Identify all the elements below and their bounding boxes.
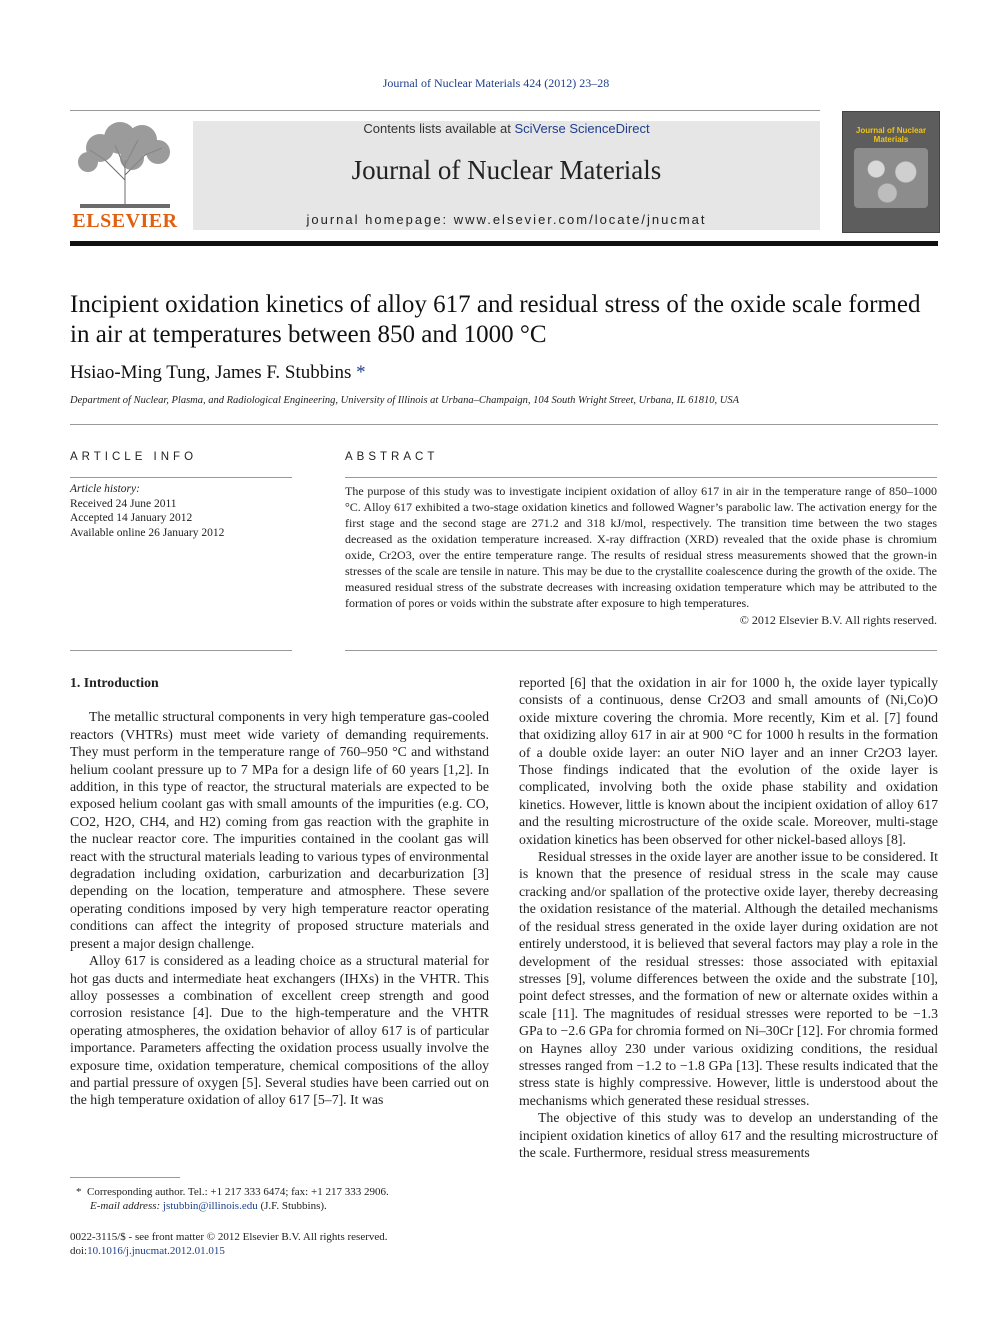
article-info-bottom-divider bbox=[70, 650, 292, 651]
top-divider bbox=[70, 110, 820, 111]
cover-title: Journal of Nuclear Materials bbox=[855, 126, 927, 144]
footnote-divider bbox=[70, 1177, 180, 1178]
email-link[interactable]: jstubbin@illinois.edu bbox=[162, 1200, 258, 1212]
doi-link[interactable]: 10.1016/j.jnucmat.2012.01.015 bbox=[87, 1245, 225, 1257]
elsevier-wordmark: ELSEVIER bbox=[72, 210, 178, 232]
abstract-text: The purpose of this study was to investigate incipient oxidation of alloy 617 in air in the temperature range of 850–1000 °C. Alloy 617 exhibited a two-stage oxidation kinetics and followed Wagner’s parabolic law. The activation energy for the first stage and the second stage are 271.2 and 318 kJ/mol, respectively. The transition time between the two stages decreased as the oxidation temperature increased. X-ray diffraction (XRD) revealed that the oxide phase is chromium oxide, Cr2O3, over the entire temperature range. The results of residual stress measurements showed that the grown-in stresses of the scale are tensile in nature. This may be due to the crystallite coalescence during the growth of the oxide. The measured residual stress of the substrate decreases with increasing oxidation temperature which may be attributed to the formation of pores or voids within the substrate after exposure to high temperatures. bbox=[345, 484, 937, 610]
issn-block bbox=[70, 1230, 520, 1258]
abstract-divider bbox=[345, 477, 937, 478]
body-paragraph: reported [6] that the oxidation in air for 1000 h, the oxide layer typically consists of a continuous, dense Cr2O3 and small amounts of (Ni,Co)O oxide mixture covering the chromia. More recently, Kim et al. [7] found that oxidizing alloy 617 in air at 900 °C for 1000 h results in the formation of a double oxide layer: an outer NiO layer and an inner Cr2O3 layer. Those findings indicated that the evolution of the oxide layer is complicated, involving both the oxide phase stability and oxidation kinetics. However, little is known about the incipient oxidation of alloy 617 and the resulting microstructure of the oxide scale. Moreover, multi-stage oxidation kinetics has been observed for other nickel-based alloys [8]. bbox=[519, 675, 938, 847]
header-thick-divider bbox=[70, 241, 938, 246]
abstract-heading: ABSTRACT bbox=[345, 451, 439, 463]
abstract-body bbox=[345, 483, 937, 628]
online-date: Available online 26 January 2012 bbox=[70, 526, 225, 539]
article-history bbox=[70, 482, 224, 540]
footnote-mark: * bbox=[76, 1186, 82, 1198]
sciencedirect-link[interactable]: SciVerse ScienceDirect bbox=[514, 121, 650, 136]
email-label: E-mail address: bbox=[90, 1200, 161, 1212]
author-names: Hsiao-Ming Tung, James F. Stubbins bbox=[70, 362, 352, 383]
body-paragraph: Residual stresses in the oxide layer are another issue to be considered. It is known that the presence of residual stress in the scale may cause cracking and/or spallation of the protective oxide layer, thereby decreasing the oxidation resistance of the material. Although the detailed mechanisms of the residual stress generated in the oxide layer during oxidation are not entirely understood, it is believed that several factors may play a role in the development of the residual stresses: those associated with epitaxial stresses [9], volume differences between the oxide and the substrate [10], point defect stresses, and the formation of new or alternate oxides within a scale [11]. The magnitudes of residual stresses were reported to be −1.3 GPa to −2.6 GPa for chromia formed on Ni–30Cr [12]. For chromia formed on Haynes alloy 230 under various oxidizing conditions, the residual stresses ranged from −1.2 to −1.8 GPa [13]. These results indicated that the stress state is highly compressive. However, little is understood about the mechanisms which generated these residual stresses. bbox=[519, 849, 938, 1108]
received-date: Received 24 June 2011 bbox=[70, 497, 177, 510]
abstract-copyright: © 2012 Elsevier B.V. All rights reserved. bbox=[739, 613, 937, 627]
journal-cover-thumbnail[interactable] bbox=[842, 111, 940, 233]
body-paragraph: The objective of this study was to develop an understanding of the incipient oxidation kinetics of alloy 617 and the resulting microstructure of the scale. Furthermore, residual stress measurements bbox=[519, 1110, 938, 1160]
section-heading-introduction: 1. Introduction bbox=[70, 675, 159, 690]
issn-line: 0022-3115/$ - see front matter © 2012 Elsevier B.V. All rights reserved. bbox=[70, 1231, 388, 1243]
journal-citation[interactable]: Journal of Nuclear Materials 424 (2012) 23–28 bbox=[382, 76, 610, 90]
article-info-heading: ARTICLE INFO bbox=[70, 451, 198, 463]
cover-image bbox=[854, 148, 928, 208]
corresponding-footnote bbox=[76, 1185, 496, 1213]
body-paragraph: Alloy 617 is considered as a leading choice as a structural material for hot gas ducts and intermediate heat exchangers (IHXs) in the VHTR. This alloy possesses a combination of excellent creep strength and good corrosion resistance [4]. Due to the high-temperature and the VHTR operating atmospheres, the oxidation behavior of alloy 617 is of particular importance. Parameters affecting the oxidation process usually involve the exposure time, oxidation temperature, chemical compositions of the alloy and partial pressure of oxygen [5]. Several studies have been carried out on the high temperature oxidation of alloy 617 [5–7]. It was bbox=[70, 953, 489, 1108]
history-label: Article history: bbox=[70, 483, 140, 495]
paper-authors bbox=[70, 362, 366, 384]
doi-label: doi: bbox=[70, 1245, 88, 1257]
contents-line bbox=[193, 121, 820, 136]
article-info-divider bbox=[70, 477, 292, 478]
corresponding-author-mark[interactable]: * bbox=[356, 362, 366, 383]
affiliation: Department of Nuclear, Plasma, and Radiological Engineering, University of Illinois at Urbana–Champaign, 104 South Wright Street, Urbana, IL 61810, USA bbox=[70, 395, 740, 406]
corresponding-author-details: Corresponding author. Tel.: +1 217 333 6474; fax: +1 217 333 2906. bbox=[87, 1186, 389, 1198]
abstract-bottom-divider bbox=[345, 650, 937, 651]
journal-homepage[interactable]: journal homepage: www.elsevier.com/locate/jnucmat bbox=[306, 212, 707, 227]
right-column bbox=[519, 674, 938, 1161]
paper-title: Incipient oxidation kinetics of alloy 617 and residual stress of the oxide scale formed in air at temperatures between 850 and 1000 °C bbox=[70, 291, 921, 348]
body-paragraph: The metallic structural components in very high temperature gas-cooled reactors (VHTRs) must meet wide variety of demanding requirements. They must perform in the temperature range of 760–950 °C and withstand helium coolant pressure up to 7 MPa for a design life of 60 years [1,2]. In addition, in this type of reactor, the structural materials are expected to be exposed helium coolant gas with small amounts of the impurities (e.g. CO, CO2, H2O, CH4, and H2) coming from gas reaction with the graphite in the nuclear reactor core. The impurities contained in the coolant gas will react with the structural materials leading to various types of environmental degradation including oxidation, carburization and decarburization [3] depending on the location, temperature and atmosphere. These severe operating conditions imposed by very high temperature reactor operating conditions can affect the integrity of proposed structure materials and present a major design challenge. bbox=[70, 709, 489, 951]
email-suffix: (J.F. Stubbins). bbox=[260, 1200, 327, 1212]
accepted-date: Accepted 14 January 2012 bbox=[70, 512, 193, 524]
journal-title: Journal of Nuclear Materials bbox=[351, 155, 662, 185]
left-column bbox=[70, 674, 489, 1109]
affiliation-divider bbox=[70, 424, 938, 425]
contents-prefix: Contents lists available at bbox=[363, 121, 515, 136]
